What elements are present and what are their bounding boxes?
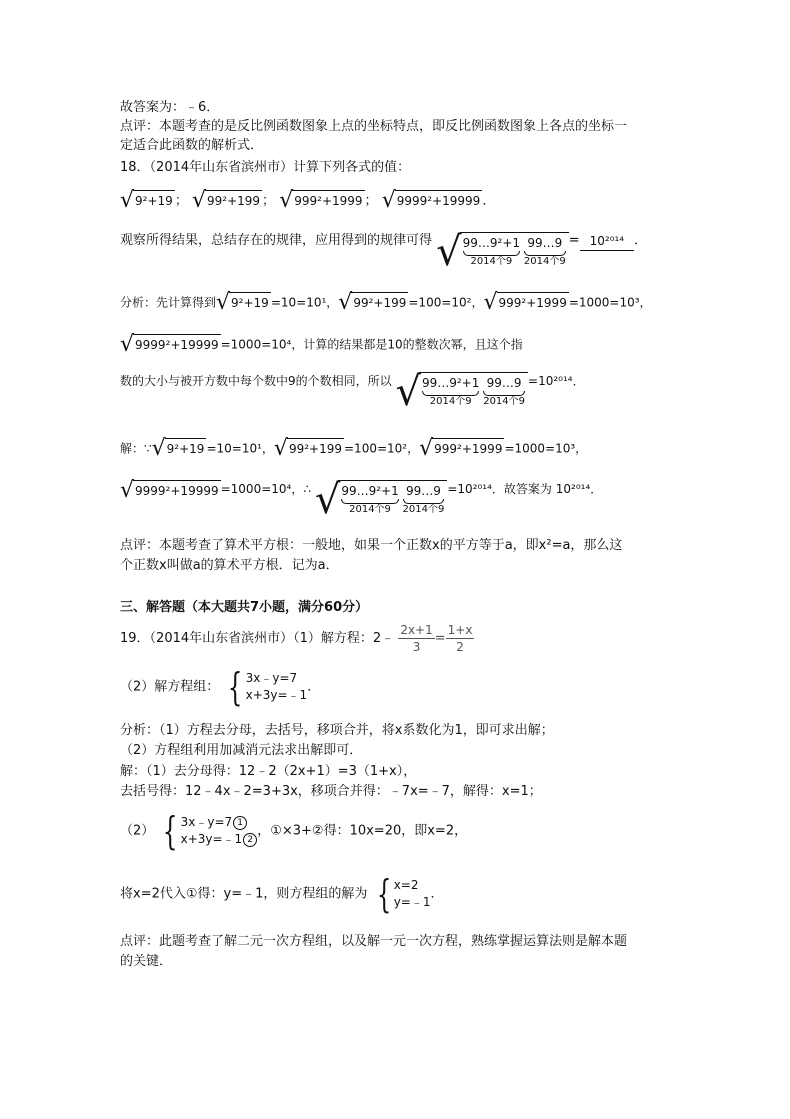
circled-1: 1 bbox=[233, 816, 247, 830]
root-2: √ 99²+199 bbox=[191, 188, 261, 213]
q18-comment-1: 点评：本题考查了算术平方根：一般地，如果一个正数x的平方等于a，即x²=a，那么这 bbox=[120, 538, 623, 553]
q19-part2: （2）解方程组： { 3x﹣y=7 x+3y=﹣1 ． bbox=[120, 665, 321, 709]
q19-comment-1: 点评：此题考查了解二元一次方程组，以及解一元一次方程，熟练掌握运算法则是解本题 bbox=[120, 934, 628, 949]
circled-2: 2 bbox=[243, 833, 257, 847]
q19-solution-3: （2） { 3x﹣y=7 1 x+3y=﹣1 2 ，①×3+②得：10x=20，即x=2， bbox=[120, 809, 468, 853]
answer-line: 故答案为：﹣6． bbox=[120, 100, 220, 115]
root-3: √ 999²+1999 bbox=[279, 188, 363, 213]
q19-analysis-1: 分析：（1）方程去分母，去括号，移项合并，将x系数化为1，即可求出解； bbox=[120, 723, 554, 738]
q19-heading: 19．（2014年山东省滨州市）（1）解方程：2﹣ $\frac{2x+1}{3}$ = $\frac{1+x}{2}$ bbox=[120, 623, 473, 654]
section-3-heading: 三、解答题（本大题共7小题，满分60分） bbox=[120, 600, 369, 615]
equation-system: { 3x﹣y=7 x+3y=﹣1 bbox=[228, 665, 308, 709]
q19-solution-2: 去括号得：12﹣4x﹣2=3+3x，移项合并得：﹣7x=﹣7，解得：x=1； bbox=[120, 784, 542, 799]
q18-analysis-1: 分析：先计算得到 √ 9²+19 =10=10¹， √ 99²+199 =100=10²， √ 999²+1999 =1000=10³， bbox=[120, 290, 652, 315]
q19-analysis-2: （2）方程组利用加减消元法求出解即可． bbox=[120, 743, 363, 758]
comment-line-2: 定适合此函数的解析式． bbox=[120, 138, 264, 153]
q18-analysis-2: √ 9999²+19999 =1000=10⁴，计算的结果都是10的整数次幂，且这个指 bbox=[120, 332, 523, 357]
q18-roots-line: √ 9²+19 ； √ 99²+199 ； √ 999²+1999 ； √ 9999²+19999 ． bbox=[120, 188, 496, 213]
root-1: √ 9²+19 bbox=[120, 188, 173, 213]
root-4: √ 9999²+19999 bbox=[381, 188, 481, 213]
q18-observation: 观察所得结果，总结存在的规律，应用得到的规律可得 √ 99…9²+1 2014个9 99…9 2014个9 = 10²⁰¹⁴ ． bbox=[120, 229, 648, 275]
q18-heading: 18．（2014年山东省滨州市）计算下列各式的值： bbox=[120, 160, 411, 175]
q19-solution-1: 解：（1）去分母得：12﹣2（2x+1）=3（1+x）， bbox=[120, 764, 417, 779]
q18-solution-1: 解：∵ √ 9²+19 =10=10¹， √ 99²+199 =100=10²， √ 999²+1999 =1000=10³， bbox=[120, 436, 588, 461]
q18-analysis-3: 数的大小与被开方数中每个数中9的个数相同，所以 √ 99…9²+1 2014个9 99…9 2014个9 =10²⁰¹⁴． bbox=[120, 369, 585, 415]
comment-line-1: 点评：本题考查的是反比例函数图象上点的坐标特点，即反比例函数图象上各点的坐标一 bbox=[120, 119, 628, 134]
q19-solution-4: 将x=2代入①得：y=﹣1，则方程组的解为 { x=2 y=﹣1 ． bbox=[120, 872, 444, 916]
answer-blank: 10²⁰¹⁴ bbox=[580, 232, 635, 251]
q18-comment-2: 个正数x叫做a的算术平方根．记为a． bbox=[120, 558, 339, 573]
big-root-question: √ 99…9²+1 2014个9 99…9 2014个9 bbox=[436, 232, 569, 272]
q19-comment-2: 的关键． bbox=[120, 954, 173, 969]
q18-solution-2: √ 9999²+19999 =1000=10⁴，∴ √ 99…9²+1 2014个9 99…9 2014个9 =10²⁰¹⁴．故答案为 10²⁰¹⁴． bbox=[120, 477, 603, 523]
